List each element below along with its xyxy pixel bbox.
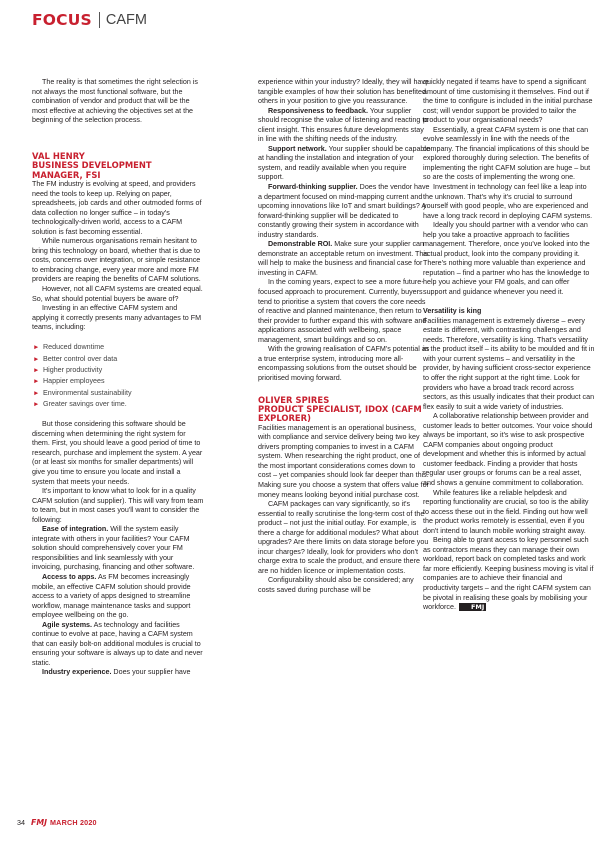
arrow-icon: ► — [33, 378, 40, 386]
arrow-icon: ► — [33, 389, 40, 397]
column-2 — [258, 78, 430, 596]
paragraph: Facilities management is an operational business, with compliance and service delivery being two key drivers prompting companies to invest in a CAFM system. When researching the right product, one of the most important considerations comes down to cost – yet companies should look far deeper than this. Making sure you choose a system that offers value for money means looking beyond initial purchase cost. — [258, 423, 429, 499]
page-footer — [17, 818, 97, 827]
paragraph: Essentially, a great CAFM system is one that can evolve seamlessly in line with the needs of the company. The financial implications of this should be explored thoroughly during selection. The benefits of implementing the right CAFM solution are huge – but so are the costs of implementing the wrong one. — [423, 125, 591, 182]
paragraph: In the coming years, expect to see a more future-focused approach to procurement. Currently, buyers tend to prioritise a system that covers the core needs of reactive and planned maintenance, then return to their provider to further expand this with software and applications associated with wellbeing, space management, smart buildings and so on. — [258, 278, 427, 344]
paragraph: quickly negated if teams have to spend a significant amount of time customising it themselves. Find out if the time to configure is included in the initial purchase cost; will vendor support be provided to tailor the product to your organisational needs? — [423, 78, 593, 125]
paragraph: With the growing realisation of CAFM's potential as a true enterprise system, introducing more all-encompassing solutions from the outset should be prioritised moving forward. — [258, 345, 430, 382]
paragraph: A collaborative relationship between provider and customer leads to better outcomes. Your voice should always be important, so it's wise to ask prospective CAFM companies about ongoing product development and whether this is informed by actual customer feedback. Finding a provider that hosts regular user groups or forums can be a real asset, and shows a genuine commitment to collaboration. — [423, 412, 593, 487]
section-label: CAFM — [105, 12, 147, 28]
subhead: Support network. — [268, 144, 327, 153]
list-item: ► Higher productivity — [32, 365, 204, 376]
brand-logo: FMJ — [31, 818, 47, 827]
paragraph: Investing in an effective CAFM system and applying it correctly presents many advantages to FM teams, including: — [32, 304, 202, 332]
paragraph: Demonstrable ROI. Make sure your supplier can demonstrate an acceptable return on investment. This will help to make the business and financial case for investing in CAFM. — [258, 240, 429, 277]
page-number: 34 — [17, 818, 25, 827]
issue-date: MARCH 2020 — [50, 818, 97, 827]
subhead: Ease of integration. — [42, 525, 109, 534]
list-item: ► Reduced downtime — [32, 342, 204, 353]
header-divider — [99, 12, 100, 28]
paragraph: Access to apps. As FM becomes increasingly mobile, an effective CAFM solution should provide access to a variety of apps designed to streamline workflow, manage maintenance tasks and support employee wellbeing on the go. — [32, 572, 191, 620]
subhead: Responsiveness to feedback. — [268, 106, 369, 115]
intro-paragraph: The reality is that sometimes the right selection is not always the most functional software, but the combination of vendor and product that will be the most effective at achieving the objectives set at the beginning of the selection process. — [32, 78, 198, 125]
list-item: ► Greater savings over time. — [32, 399, 204, 410]
end-mark: FMJ — [459, 603, 486, 611]
paragraph: Support network. Your supplier should be capable at handling the installation and integration of your system, and readily available when you require support. — [258, 144, 430, 182]
paragraph: experience within your industry? Ideally, they will have tangible examples of how their solution has benefited others in your position to give you reassurance. — [258, 78, 429, 106]
paragraph: Forward-thinking supplier. Does the vendor have a department focused on mind-mapping current and upcoming innovations like IoT and smart buildings? A forward-thinking supplier will be dedicated to constantly growing their system in accordance with industry standards. — [258, 183, 430, 239]
column-1 — [32, 78, 204, 678]
list-item: ► Environmental sustainability — [32, 388, 204, 399]
subhead: Forward-thinking supplier. — [268, 183, 358, 192]
subhead: Demonstrable ROI. — [268, 240, 333, 249]
author-role: PRODUCT SPECIALIST, IDOX (CAFM EXPLORER) — [258, 403, 422, 424]
arrow-icon: ► — [33, 344, 40, 352]
benefits-list — [32, 342, 204, 410]
focus-label: FOCUS — [32, 11, 92, 29]
author-name: VAL HENRY — [32, 150, 85, 161]
paragraph: However, not all CAFM systems are created equal. So, what should potential buyers be aware of? — [32, 284, 203, 303]
paragraph: CAFM packages can vary significantly, so it's essential to really scrutinise the long-term cost of the product – not just the initial outlay. For example, is there a charge for additional modules? What about upgrades? Are there limits on data storage before you incur charges? Ideally, look for providers who don't charge extra to scale the product, and ensure there are no hidden licence or implementation costs. — [258, 500, 429, 575]
paragraph: But those considering this software should be discerning when determining the right system for them. First, you should leave a good period of time to research, purchase and implement the system. A year (or at least six months for smaller departments) will give you time to ensure you locate and install a system that meets your needs. — [32, 420, 203, 486]
list-item: ► Happier employees — [32, 376, 204, 387]
paragraph: Ease of integration. Will the system easily integrate with others in your facilities? Your CAFM solution should comprehensively cover your FM responsibilities and link seamlessly with your invoicing, purchasing, financing and other software. — [32, 525, 195, 572]
list-item: ► Better control over data — [32, 354, 204, 365]
paragraph: Agile systems. As technology and facilities continue to evolve at pace, having a CAFM system that can easily bolt-on additional modules is crucial to ensuring your software is always up to date and never static. — [32, 620, 203, 667]
subheading: Versatility is king — [423, 307, 482, 316]
paragraph: Responsiveness to feedback. Your supplier should recognise the value of listening and reacting to client insight. This ensures future developments stay in line with the shifting needs of the industry. — [258, 106, 429, 144]
arrow-icon: ► — [33, 355, 40, 363]
paragraph: While features like a reliable helpdesk and reporting functionality are crucial, so too is the ability to access these out in the field. Finding out how well the product works remotely is essential, even if you don't intend to launch mobile working straight away. — [423, 488, 589, 535]
paragraph: Facilities management is extremely diverse – every estate is different, with contrasting challenges and needs. Therefore, versatility is king. That's versatility in the product itself – its ability to be moulded and fit in with your current systems – and versatility in the provider, by having sufficient cross-sector experience to offer the right support at the right time. Look for providers who have a broad track record across sectors, as this usually indicates that their product can flex easily to suit a wide variety of industries. — [423, 316, 595, 411]
paragraph: Ideally you should partner with a vendor who can help you take a proactive approach to facilities management. Therefore, once you've looked into the actual product, look into the company providing it. There's nothing more valuable than experience and reputation – find a partner who has the knowledge to help you achieve your FM goals, and can offer support and guidance whenever you need it. — [423, 221, 590, 297]
paragraph: While numerous organisations remain hesitant to bring this technology on board, whether that is due to costs, concerns over integration, or simple resistance to embracing change, every year more and more FM providers are reaping the benefits of CAFM solutions. — [32, 237, 201, 284]
paragraph: It's important to know what to look for in a quality CAFM solution (and supplier). This will vary from team to team, but in most cases you'll want to consider the following: — [32, 487, 204, 524]
column-3 — [423, 78, 595, 613]
page-header — [32, 9, 147, 31]
arrow-icon: ► — [33, 367, 40, 375]
paragraph: Configurability should also be considered; any costs saved during purchase will be — [258, 576, 414, 595]
paragraph: Investment in technology can feel like a leap into the unknown. That's why it's crucial to surround yourself with good people, who are experienced and have a long track record in deploying CAFM systems. — [423, 183, 593, 220]
author-role: BUSINESS DEVELOPMENT MANAGER, FSI — [32, 160, 152, 180]
subhead: Agile systems. — [42, 620, 93, 629]
subhead: Access to apps. — [42, 572, 97, 581]
paragraph: The FM industry is evolving at speed, and providers need the tools to keep up. Relying on paper, spreadsheets, job cards and other outmoded forms of data collection no longer suffice – in today's technologically-driven world, access to a CAFM solution is fast becoming essential. — [32, 179, 202, 236]
subhead: Industry experience. — [42, 668, 112, 677]
paragraph: Being able to grant access to key personnel such as contractors means they can manage their own workload, report back on completed tasks and work far more efficiently. Keeping business moving is vital if companies are to achieve their financial and productivity targets – and the right CAFM system can be pivotal in realising these goals by mobilising your workforce. FMJ — [423, 536, 594, 612]
paragraph: Industry experience. Does your supplier have — [42, 668, 191, 677]
author-name: OLIVER SPIRES — [258, 394, 330, 405]
arrow-icon: ► — [33, 401, 40, 409]
